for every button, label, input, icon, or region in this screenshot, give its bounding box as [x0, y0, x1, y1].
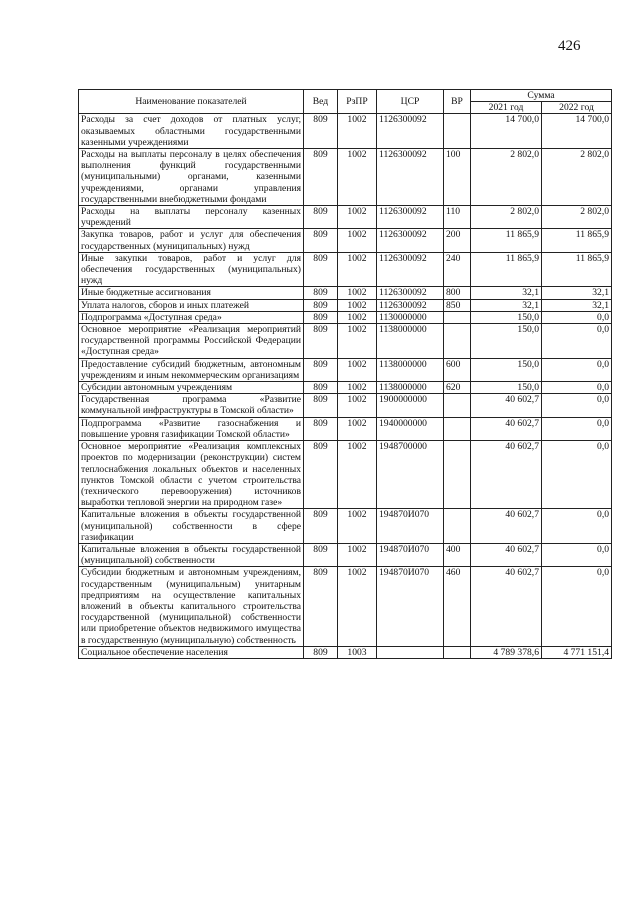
row-ved: 809 [304, 299, 338, 311]
row-csr: 1138000000 [377, 382, 444, 394]
row-rzpr: 1002 [338, 441, 377, 509]
row-vr [444, 324, 471, 359]
header-rzpr: РзПР [338, 90, 377, 114]
row-csr [377, 646, 444, 658]
row-vr: 620 [444, 382, 471, 394]
row-sum-2021: 4 789 378,6 [471, 646, 542, 658]
row-csr: 1126300092 [377, 287, 444, 299]
row-vr [444, 441, 471, 509]
row-rzpr: 1002 [338, 252, 377, 287]
table-row [79, 149, 612, 206]
row-ved: 809 [304, 206, 338, 229]
table-row [79, 417, 612, 440]
row-rzpr: 1002 [338, 229, 377, 252]
row-sum-2022: 32,1 [542, 287, 612, 299]
row-csr: 1126300092 [377, 206, 444, 229]
row-ved: 809 [304, 229, 338, 252]
table-row [79, 382, 612, 394]
table-row [79, 567, 612, 646]
row-vr [444, 646, 471, 658]
row-sum-2022: 14 700,0 [542, 114, 612, 149]
table-body [79, 114, 612, 659]
table-row [79, 252, 612, 287]
row-name: Иные закупки товаров, работ и услуг для обеспечения государственных (муниципальных) нужд [79, 252, 304, 287]
row-name: Подпрограмма «Развитие газоснабжения и повышение уровня газификации Томской области» [79, 417, 304, 440]
row-sum-2021: 32,1 [471, 299, 542, 311]
row-csr: 1940000000 [377, 417, 444, 440]
row-sum-2022: 0,0 [542, 358, 612, 381]
row-rzpr: 1002 [338, 149, 377, 206]
row-csr: 1900000000 [377, 394, 444, 417]
row-csr: 1126300092 [377, 299, 444, 311]
table-row [79, 287, 612, 299]
header-ved: Вед [304, 90, 338, 114]
budget-table [78, 89, 612, 659]
row-sum-2022: 0,0 [542, 382, 612, 394]
row-rzpr: 1002 [338, 509, 377, 544]
row-csr: 1948700000 [377, 441, 444, 509]
row-ved: 809 [304, 441, 338, 509]
row-name: Предоставление субсидий бюджетным, автономным учреждениям и иным некоммерческим организациям [79, 358, 304, 381]
row-sum-2021: 150,0 [471, 324, 542, 359]
row-sum-2021: 150,0 [471, 382, 542, 394]
row-ved: 809 [304, 114, 338, 149]
header-year-2021: 2021 год [471, 102, 542, 114]
row-rzpr: 1002 [338, 358, 377, 381]
row-vr: 200 [444, 229, 471, 252]
row-rzpr: 1002 [338, 299, 377, 311]
row-vr [444, 394, 471, 417]
table-row [79, 114, 612, 149]
row-vr: 100 [444, 149, 471, 206]
row-name: Основное мероприятие «Реализация мероприятий государственной программы Российской Федерации «Доступная среда» [79, 324, 304, 359]
row-vr: 800 [444, 287, 471, 299]
row-csr: 1126300092 [377, 229, 444, 252]
row-ved: 809 [304, 417, 338, 440]
row-sum-2021: 32,1 [471, 287, 542, 299]
row-name: Расходы за счет доходов от платных услуг, оказываемых областными государственными казенными учреждениями [79, 114, 304, 149]
row-rzpr: 1003 [338, 646, 377, 658]
table-row [79, 229, 612, 252]
row-sum-2021: 150,0 [471, 311, 542, 323]
row-ved: 809 [304, 394, 338, 417]
row-sum-2022: 0,0 [542, 311, 612, 323]
table-row [79, 509, 612, 544]
row-ved: 809 [304, 358, 338, 381]
table-row [79, 358, 612, 381]
row-name: Закупка товаров, работ и услуг для обеспечения государственных (муниципальных) нужд [79, 229, 304, 252]
row-sum-2022: 4 771 151,4 [542, 646, 612, 658]
row-ved: 809 [304, 567, 338, 646]
row-name: Социальное обеспечение населения [79, 646, 304, 658]
row-csr: 194870И070 [377, 567, 444, 646]
row-ved: 809 [304, 509, 338, 544]
table-row [79, 299, 612, 311]
row-name: Иные бюджетные ассигнования [79, 287, 304, 299]
row-csr: 1138000000 [377, 324, 444, 359]
row-rzpr: 1002 [338, 324, 377, 359]
row-vr: 460 [444, 567, 471, 646]
row-name: Основное мероприятие «Реализация комплексных проектов по модернизации (реконструкции) систем теплоснабжения локальных объектов и населенных пунктов Томской области с учетом строительства (технического перевооружения) источников выработки тепловой энергии на природном газе» [79, 441, 304, 509]
row-rzpr: 1002 [338, 114, 377, 149]
row-rzpr: 1002 [338, 382, 377, 394]
row-ved: 809 [304, 149, 338, 206]
row-sum-2021: 40 602,7 [471, 441, 542, 509]
row-sum-2022: 2 802,0 [542, 149, 612, 206]
row-sum-2022: 2 802,0 [542, 206, 612, 229]
row-vr: 110 [444, 206, 471, 229]
table-row [79, 324, 612, 359]
row-ved: 809 [304, 311, 338, 323]
row-sum-2022: 0,0 [542, 543, 612, 566]
row-sum-2022: 11 865,9 [542, 229, 612, 252]
row-name: Расходы на выплаты персоналу в целях обеспечения выполнения функций государственными (муниципальными) органами, казенными учреждениями, органами управления государственными внебюджетными фондами [79, 149, 304, 206]
row-ved: 809 [304, 646, 338, 658]
row-csr: 1126300092 [377, 114, 444, 149]
row-sum-2021: 11 865,9 [471, 229, 542, 252]
header-sum: Сумма [471, 90, 612, 102]
row-vr [444, 114, 471, 149]
row-sum-2021: 2 802,0 [471, 149, 542, 206]
row-vr [444, 311, 471, 323]
row-sum-2021: 40 602,7 [471, 509, 542, 544]
row-rzpr: 1002 [338, 543, 377, 566]
row-sum-2022: 11 865,9 [542, 252, 612, 287]
table-row [79, 394, 612, 417]
row-rzpr: 1002 [338, 394, 377, 417]
row-sum-2021: 40 602,7 [471, 394, 542, 417]
row-sum-2022: 0,0 [542, 394, 612, 417]
row-ved: 809 [304, 543, 338, 566]
row-sum-2021: 2 802,0 [471, 206, 542, 229]
row-vr: 400 [444, 543, 471, 566]
row-vr: 240 [444, 252, 471, 287]
table-row [79, 646, 612, 658]
row-sum-2022: 0,0 [542, 567, 612, 646]
row-name: Уплата налогов, сборов и иных платежей [79, 299, 304, 311]
row-sum-2021: 11 865,9 [471, 252, 542, 287]
row-sum-2021: 40 602,7 [471, 567, 542, 646]
row-sum-2022: 0,0 [542, 509, 612, 544]
row-name: Подпрограмма «Доступная среда» [79, 311, 304, 323]
row-rzpr: 1002 [338, 417, 377, 440]
row-sum-2022: 0,0 [542, 324, 612, 359]
row-ved: 809 [304, 252, 338, 287]
row-name: Капитальные вложения в объекты государственной (муниципальной) собственности [79, 543, 304, 566]
table-row [79, 441, 612, 509]
row-ved: 809 [304, 287, 338, 299]
table-row [79, 543, 612, 566]
header-year-2022: 2022 год [542, 102, 612, 114]
row-vr: 850 [444, 299, 471, 311]
row-csr: 1126300092 [377, 252, 444, 287]
table-row [79, 311, 612, 323]
row-name: Субсидии автономным учреждениям [79, 382, 304, 394]
row-rzpr: 1002 [338, 206, 377, 229]
row-csr: 1126300092 [377, 149, 444, 206]
row-sum-2021: 40 602,7 [471, 543, 542, 566]
table-row [79, 206, 612, 229]
row-name: Государственная программа «Развитие коммунальной инфраструктуры в Томской области» [79, 394, 304, 417]
row-csr: 1130000000 [377, 311, 444, 323]
page-number: 426 [558, 38, 581, 54]
row-sum-2022: 0,0 [542, 417, 612, 440]
row-name: Капитальные вложения в объекты государственной (муниципальной) собственности в сфере газификации [79, 509, 304, 544]
row-ved: 809 [304, 324, 338, 359]
row-rzpr: 1002 [338, 287, 377, 299]
header-vr: ВР [444, 90, 471, 114]
row-ved: 809 [304, 382, 338, 394]
row-csr: 194870И070 [377, 509, 444, 544]
row-sum-2021: 150,0 [471, 358, 542, 381]
header-name: Наименование показателей [79, 90, 304, 114]
row-name: Субсидии бюджетным и автономным учреждениям, государственным (муниципальным) унитарным предприятиям на осуществление капитальных вложений в объекты капитального строительства государственной (муниципальной) собственности или приобретение объектов недвижимого имущества в государственную (муниципальную) собственность [79, 567, 304, 646]
row-vr: 600 [444, 358, 471, 381]
row-sum-2021: 14 700,0 [471, 114, 542, 149]
row-rzpr: 1002 [338, 311, 377, 323]
row-sum-2022: 0,0 [542, 441, 612, 509]
row-csr: 1138000000 [377, 358, 444, 381]
row-rzpr: 1002 [338, 567, 377, 646]
row-vr [444, 509, 471, 544]
row-name: Расходы на выплаты персоналу казенных учреждений [79, 206, 304, 229]
row-sum-2021: 40 602,7 [471, 417, 542, 440]
row-sum-2022: 32,1 [542, 299, 612, 311]
row-vr [444, 417, 471, 440]
header-csr: ЦСР [377, 90, 444, 114]
table-header [79, 90, 612, 114]
row-csr: 194870И070 [377, 543, 444, 566]
